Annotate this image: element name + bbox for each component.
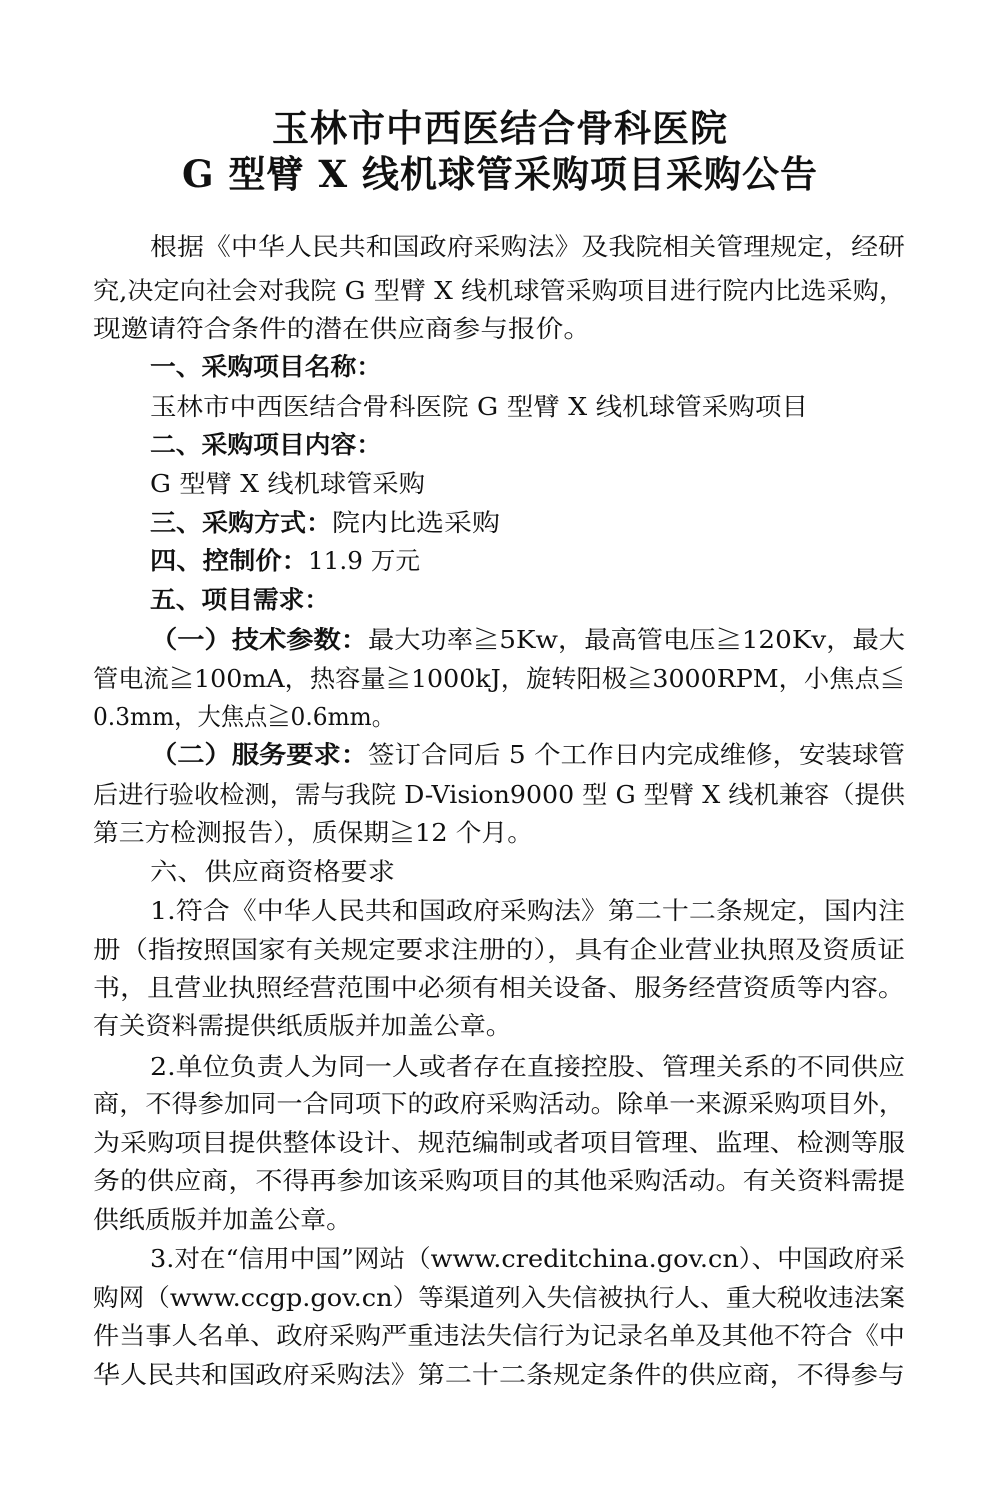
- service-req-line: （二）服务要求： 签订合同后 5 个工作日内完成维修，安装球管: [150, 740, 905, 769]
- section-heading: 二、采购项目内容：: [150, 430, 382, 459]
- requirement-1-line: 册（指按照国家有关规定要求注册的），具有企业营业执照及资质证: [93, 935, 905, 964]
- section-heading: 一、采购项目名称：: [150, 352, 382, 381]
- section-heading: 六、供应商资格要求: [150, 857, 395, 886]
- section-body: G 型臂 X 线机球管采购: [150, 469, 425, 498]
- tech-params-line: （一）技术参数： 最大功率≧5Kw，最高管电压≧120Kv，最大: [150, 625, 905, 654]
- requirement-1-line: 1.符合《中华人民共和国政府采购法》第二十二条规定，国内注: [150, 896, 906, 925]
- document-title-line-1: 玉林市中西医结合骨科医院: [272, 106, 728, 150]
- intro-line: 究,决定向社会对我院 G 型臂 X 线机球管采购项目进行院内比选采购，: [93, 276, 906, 305]
- requirement-1-line: 有关资料需提供纸质版并加盖公章。: [93, 1011, 512, 1040]
- control-price-line: 四、控制价： 11.9 万元: [150, 546, 420, 575]
- service-req-line: 后进行验收检测，需与我院 D-Vision9000 型 G 型臂 X 线机兼容（提供: [93, 780, 905, 809]
- tech-params-line: 管电流≧100mA，热容量≧1000kJ，旋转阳极≧3000RPM，小焦点≦: [93, 664, 905, 693]
- requirement-2-line: 供纸质版并加盖公章。: [93, 1205, 352, 1234]
- requirement-3-line: 华人民共和国政府采购法》第二十二条规定条件的供应商，不得参与: [93, 1360, 906, 1389]
- intro-line: 根据《中华人民共和国政府采购法》及我院相关管理规定，经研: [150, 232, 905, 261]
- procurement-method-line: 三、采购方式： 院内比选采购: [150, 508, 500, 537]
- requirement-1-line: 书，且营业执照经营范围中必须有相关设备、服务经营资质等内容。: [93, 973, 906, 1002]
- requirement-2-line: 商，不得参加同一合同项下的政府采购活动。除单一来源采购项目外，: [93, 1089, 905, 1118]
- requirement-3-line: 购网（www.ccgp.gov.cn）等渠道列入失信被执行人、重大税收违法案: [93, 1283, 906, 1312]
- tech-params-line: 0.3mm，大焦点≧0.6mm。: [93, 702, 395, 731]
- service-req-line: 第三方检测报告），质保期≧12 个月。: [93, 818, 533, 847]
- requirement-2-line: 2.单位负责人为同一人或者存在直接控股、管理关系的不同供应: [150, 1052, 906, 1081]
- requirement-2-line: 为采购项目提供整体设计、规范编制或者项目管理、监理、检测等服: [93, 1128, 906, 1157]
- document-title-line-2: G 型臂 X 线机球管采购项目采购公告: [182, 152, 818, 196]
- intro-line: 现邀请符合条件的潜在供应商参与报价。: [93, 314, 591, 343]
- requirement-3-line: 3.对在“信用中国”网站（www.creditchina.gov.cn）、中国政府采: [150, 1244, 905, 1273]
- section-body: 玉林市中西医结合骨科医院 G 型臂 X 线机球管采购项目: [150, 392, 808, 421]
- requirement-3-line: 件当事人名单、政府采购严重违法失信行为记录名单及其他不符合《中: [93, 1321, 905, 1350]
- section-heading: 五、项目需求：: [150, 585, 330, 614]
- requirement-2-line: 务的供应商，不得再参加该采购项目的其他采购活动。有关资料需提: [93, 1166, 906, 1195]
